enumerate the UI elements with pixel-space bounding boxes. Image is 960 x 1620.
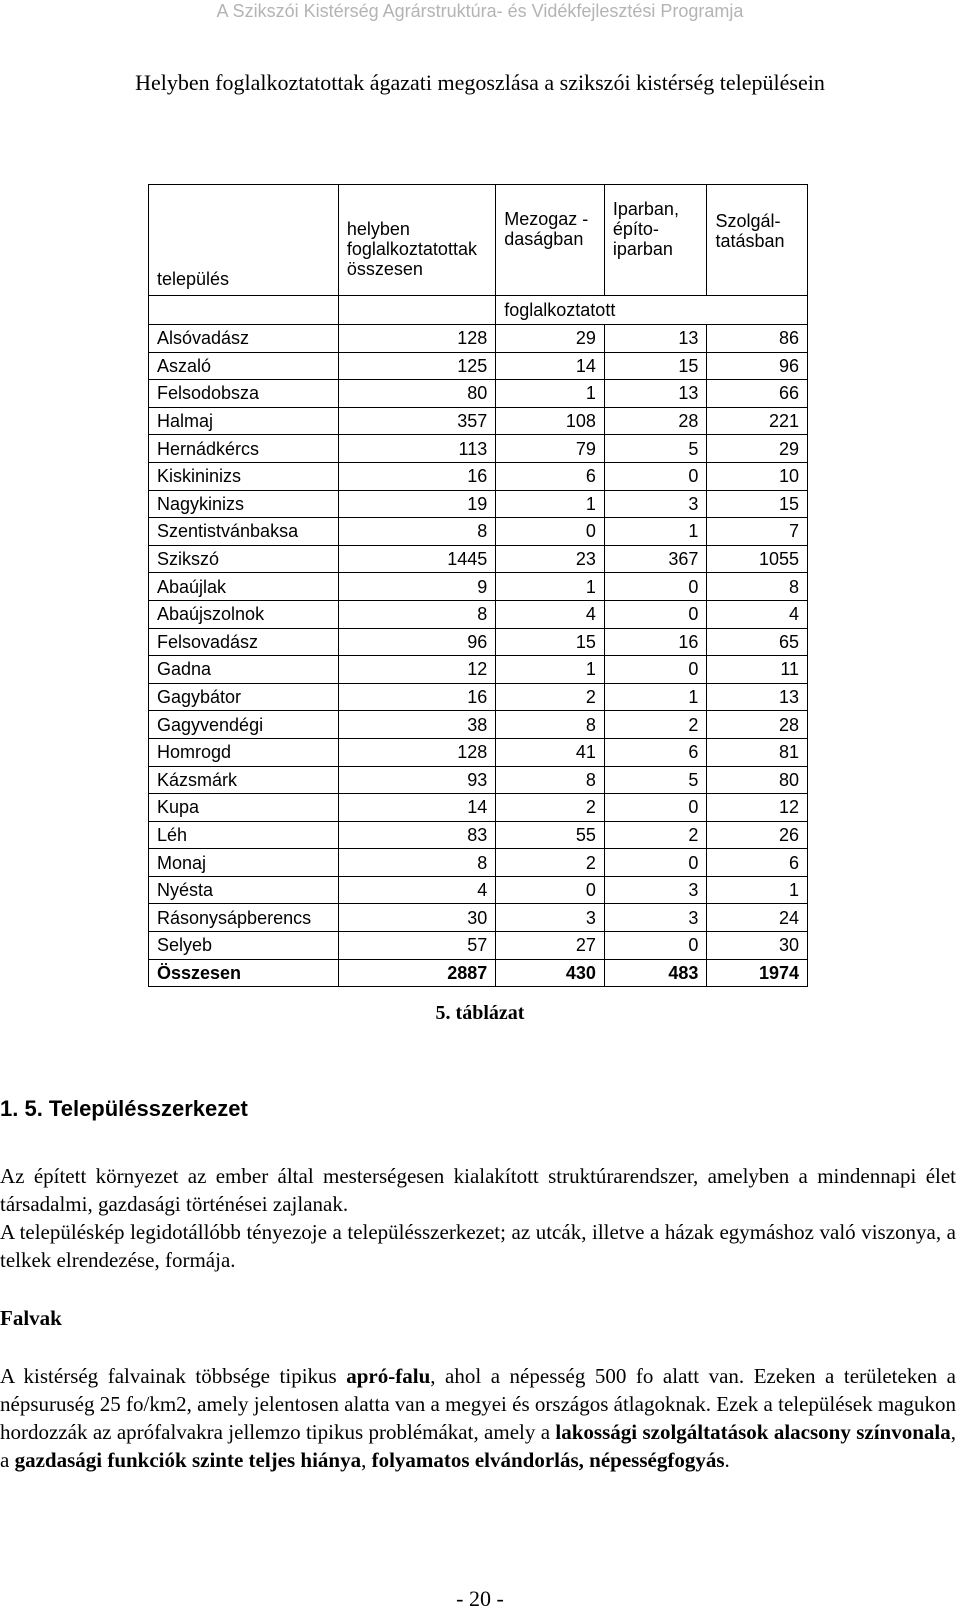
settlement-cell: Gadna <box>149 656 339 684</box>
value-cell: 83 <box>338 821 495 849</box>
col-header-industry <box>604 185 707 296</box>
p3-text-4: , <box>361 1448 372 1472</box>
settlement-cell: Halmaj <box>149 407 339 435</box>
value-cell: 10 <box>707 462 808 490</box>
value-cell: 0 <box>604 849 707 877</box>
value-cell: 16 <box>604 628 707 656</box>
value-cell: 13 <box>707 683 808 711</box>
value-cell: 14 <box>496 352 605 380</box>
p3-text-2: , ahol a népesség 500 fo alatt van. Ezeken a területeken a népsuruség 25 fo/km2, amely jelentosen alatta van a megyei és országos átlagoknak. Ezek a települések magukon hordozzák az aprófalvakra jellemzo tipikus problémákat, amely a <box>0 1364 956 1444</box>
table-row <box>149 711 808 739</box>
table-header-row <box>149 185 808 296</box>
value-cell: 3 <box>604 876 707 904</box>
p3-bold-3: gazdasági funkciók szinte teljes hiánya <box>14 1448 362 1472</box>
value-cell: 1 <box>707 876 808 904</box>
value-cell: 66 <box>707 380 808 408</box>
value-cell: 5 <box>604 766 707 794</box>
table-row <box>149 794 808 822</box>
col-header-agri-label: Mezogaz - daságban <box>504 209 589 249</box>
value-cell: 80 <box>707 766 808 794</box>
table-row <box>149 876 808 904</box>
value-cell: 41 <box>496 738 605 766</box>
settlement-cell: Kiskininizs <box>149 462 339 490</box>
value-cell: 8 <box>707 573 808 601</box>
value-cell: 4 <box>707 600 808 628</box>
value-cell: 1 <box>496 490 605 518</box>
value-cell: 65 <box>707 628 808 656</box>
p3-bold-4: folyamatos elvándorlás, népességfogyás <box>371 1448 725 1472</box>
value-cell: 30 <box>707 932 808 960</box>
value-cell: 1974 <box>707 959 808 987</box>
table-row <box>149 352 808 380</box>
table-row <box>149 545 808 573</box>
value-cell: 15 <box>604 352 707 380</box>
table-row <box>149 683 808 711</box>
value-cell: 3 <box>604 490 707 518</box>
value-cell: 57 <box>338 932 495 960</box>
value-cell: 0 <box>604 794 707 822</box>
value-cell: 2 <box>604 821 707 849</box>
table-row <box>149 380 808 408</box>
table-total-row <box>149 959 808 987</box>
value-cell: 4 <box>496 600 605 628</box>
value-cell: 6 <box>604 738 707 766</box>
value-cell: 1055 <box>707 545 808 573</box>
table-row <box>149 573 808 601</box>
value-cell: 80 <box>338 380 495 408</box>
value-cell: 1 <box>496 656 605 684</box>
value-cell: 113 <box>338 435 495 463</box>
value-cell: 6 <box>496 462 605 490</box>
value-cell: 0 <box>604 656 707 684</box>
value-cell: 27 <box>496 932 605 960</box>
value-cell: 7 <box>707 518 808 546</box>
value-cell: 12 <box>707 794 808 822</box>
employment-table <box>148 184 808 987</box>
value-cell: 16 <box>338 683 495 711</box>
value-cell: 367 <box>604 545 707 573</box>
p3-bold-1: apró-falu <box>346 1364 431 1388</box>
value-cell: 8 <box>338 600 495 628</box>
settlement-cell: Abaújszolnok <box>149 600 339 628</box>
value-cell: 8 <box>496 711 605 739</box>
table-row <box>149 462 808 490</box>
col-header-settlement: település <box>149 185 339 296</box>
settlement-cell: Léh <box>149 821 339 849</box>
value-cell: 14 <box>338 794 495 822</box>
value-cell: 8 <box>338 849 495 877</box>
value-cell: 19 <box>338 490 495 518</box>
value-cell: 0 <box>496 518 605 546</box>
value-cell: 11 <box>707 656 808 684</box>
value-cell: 15 <box>707 490 808 518</box>
settlement-cell: Selyeb <box>149 932 339 960</box>
settlement-cell: Összesen <box>149 959 339 987</box>
settlement-cell: Homrogd <box>149 738 339 766</box>
settlement-cell: Szentistvánbaksa <box>149 518 339 546</box>
settlement-cell: Nyésta <box>149 876 339 904</box>
settlement-cell: Szikszó <box>149 545 339 573</box>
page-number: - 20 - <box>456 1586 504 1611</box>
table-row <box>149 738 808 766</box>
table-row <box>149 932 808 960</box>
col-header-service <box>707 185 808 296</box>
value-cell: 1 <box>496 573 605 601</box>
p3-text-1: A kistérség falvainak többsége tipikus <box>0 1364 347 1388</box>
p3-text-5: . <box>724 1448 730 1472</box>
value-cell: 3 <box>604 904 707 932</box>
value-cell: 12 <box>338 656 495 684</box>
value-cell: 108 <box>496 407 605 435</box>
value-cell: 30 <box>338 904 495 932</box>
value-cell: 0 <box>604 462 707 490</box>
table-title: Helyben foglalkoztatottak ágazati megoszlása a szikszói kistérség településein <box>135 70 825 95</box>
table-row <box>149 518 808 546</box>
subheader-label: foglalkoztatott <box>496 296 808 325</box>
value-cell: 28 <box>707 711 808 739</box>
value-cell: 0 <box>604 600 707 628</box>
value-cell: 24 <box>707 904 808 932</box>
section-title: 1. 5. Településszerkezet <box>0 1096 248 1121</box>
value-cell: 8 <box>496 766 605 794</box>
value-cell: 128 <box>338 738 495 766</box>
subheader-blank <box>338 296 495 325</box>
table-row <box>149 325 808 353</box>
running-header: A Szikszói Kistérség Agrárstruktúra- és Vidékfejlesztési Programja <box>216 1 744 21</box>
value-cell: 23 <box>496 545 605 573</box>
value-cell: 0 <box>604 932 707 960</box>
paragraph-1: Az épített környezet az ember által mesterségesen kialakított struktúrarendszer, amelyben a mindennapi élet társadalmi, gazdasági történései zajlanak. <box>0 1164 956 1216</box>
value-cell: 2 <box>496 849 605 877</box>
table-row <box>149 490 808 518</box>
subheading-falvak: Falvak <box>0 1306 62 1330</box>
settlement-cell: Felsovadász <box>149 628 339 656</box>
col-header-service-label: Szolgál- tatásban <box>715 211 785 251</box>
value-cell: 9 <box>338 573 495 601</box>
value-cell: 4 <box>338 876 495 904</box>
value-cell: 125 <box>338 352 495 380</box>
value-cell: 13 <box>604 325 707 353</box>
value-cell: 0 <box>496 876 605 904</box>
value-cell: 483 <box>604 959 707 987</box>
value-cell: 16 <box>338 462 495 490</box>
col-header-agri <box>496 185 605 296</box>
paragraph-2: A településkép legidotállóbb tényezoje a településszerkezet; az utcák, illetve a házak egymáshoz való viszonya, a telkek elrendezése, formája. <box>0 1220 956 1272</box>
value-cell: 128 <box>338 325 495 353</box>
col-header-industry-label: Iparban, építo- iparban <box>612 199 679 259</box>
value-cell: 86 <box>707 325 808 353</box>
settlement-cell: Felsodobsza <box>149 380 339 408</box>
value-cell: 93 <box>338 766 495 794</box>
value-cell: 15 <box>496 628 605 656</box>
settlement-cell: Nagykinizs <box>149 490 339 518</box>
col-header-total-label: helyben foglalkoztatottak összesen <box>346 219 477 279</box>
settlement-cell: Abaújlak <box>149 573 339 601</box>
value-cell: 13 <box>604 380 707 408</box>
table-row <box>149 600 808 628</box>
settlement-cell: Rásonysápberencs <box>149 904 339 932</box>
value-cell: 1445 <box>338 545 495 573</box>
value-cell: 79 <box>496 435 605 463</box>
value-cell: 2 <box>496 794 605 822</box>
table-row <box>149 849 808 877</box>
value-cell: 81 <box>707 738 808 766</box>
settlement-cell: Kázsmárk <box>149 766 339 794</box>
value-cell: 29 <box>707 435 808 463</box>
value-cell: 2887 <box>338 959 495 987</box>
value-cell: 221 <box>707 407 808 435</box>
settlement-cell: Monaj <box>149 849 339 877</box>
p3-text-3: , a <box>0 1420 956 1472</box>
table-row <box>149 407 808 435</box>
p3-bold-2: lakossági szolgáltatások alacsony színvonala <box>555 1420 951 1444</box>
table-row <box>149 821 808 849</box>
value-cell: 1 <box>604 518 707 546</box>
value-cell: 8 <box>338 518 495 546</box>
settlement-cell: Alsóvadász <box>149 325 339 353</box>
value-cell: 55 <box>496 821 605 849</box>
value-cell: 96 <box>338 628 495 656</box>
settlement-cell: Aszaló <box>149 352 339 380</box>
settlement-cell: Kupa <box>149 794 339 822</box>
table-caption: 5. táblázat <box>435 1002 525 1024</box>
table-subheader-row <box>149 296 808 325</box>
subheader-blank <box>149 296 339 325</box>
paragraph-3 <box>0 1362 956 1474</box>
value-cell: 430 <box>496 959 605 987</box>
value-cell: 26 <box>707 821 808 849</box>
value-cell: 6 <box>707 849 808 877</box>
table-row <box>149 435 808 463</box>
settlement-cell: Gagyvendégi <box>149 711 339 739</box>
value-cell: 3 <box>496 904 605 932</box>
value-cell: 38 <box>338 711 495 739</box>
table-row <box>149 766 808 794</box>
value-cell: 96 <box>707 352 808 380</box>
settlement-cell: Hernádkércs <box>149 435 339 463</box>
value-cell: 29 <box>496 325 605 353</box>
value-cell: 2 <box>496 683 605 711</box>
value-cell: 28 <box>604 407 707 435</box>
value-cell: 0 <box>604 573 707 601</box>
value-cell: 1 <box>604 683 707 711</box>
table-row <box>149 628 808 656</box>
col-header-total <box>338 185 495 296</box>
value-cell: 5 <box>604 435 707 463</box>
value-cell: 357 <box>338 407 495 435</box>
table-row <box>149 656 808 684</box>
value-cell: 2 <box>604 711 707 739</box>
value-cell: 1 <box>496 380 605 408</box>
settlement-cell: Gagybátor <box>149 683 339 711</box>
table-row <box>149 904 808 932</box>
